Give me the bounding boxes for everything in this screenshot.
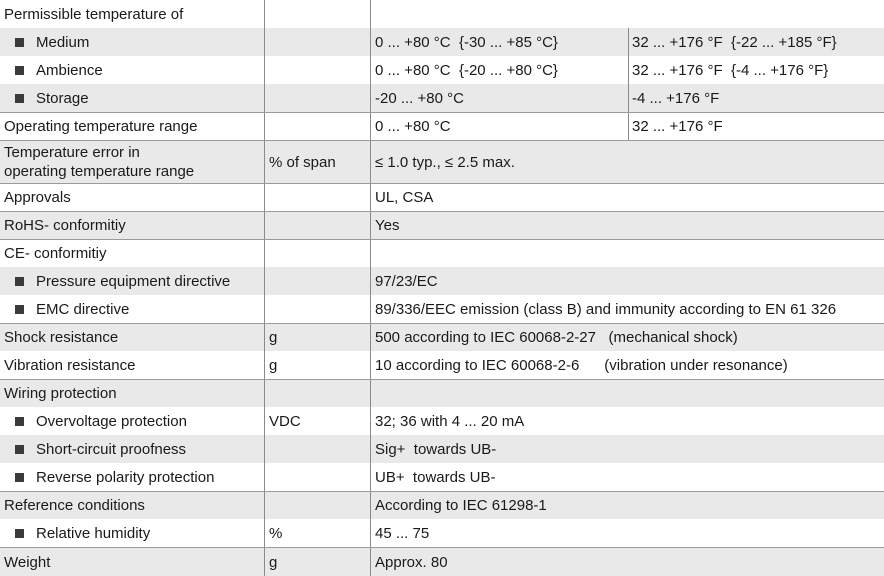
value-cell	[370, 267, 884, 295]
value-cell	[370, 84, 628, 112]
unit-cell	[264, 407, 370, 435]
param-label-cell	[0, 28, 264, 56]
value-fahrenheit-cell	[628, 113, 884, 140]
table-row	[0, 295, 884, 323]
value-text: 89/336/EEC emission (class B) and immunity according to EN 61 326	[375, 300, 837, 318]
param-label: Short-circuit proofness	[36, 440, 187, 458]
value-text: Approx. 80	[375, 553, 448, 571]
param-label-cell	[0, 141, 264, 183]
value-fahrenheit-text: 32 ... +176 °F	[632, 118, 723, 135]
unit-cell	[264, 240, 370, 267]
value-text: 0 ... +80 °C	[375, 118, 451, 135]
unit-cell	[264, 492, 370, 519]
param-label: Shock resistance	[4, 329, 119, 346]
value-text: 97/23/EC	[375, 272, 438, 290]
param-label-cell	[0, 113, 264, 140]
value-cell	[370, 28, 628, 56]
value-text: 500 according to IEC 60068-2-27 (mechanical shock)	[375, 329, 738, 346]
param-label-cell	[0, 56, 264, 84]
value-cell	[370, 407, 884, 435]
table-row	[0, 267, 884, 295]
param-label: Overvoltage protection	[36, 412, 187, 430]
value-text: Yes	[375, 217, 400, 234]
table-row	[0, 463, 884, 491]
unit-cell	[264, 267, 370, 295]
unit-cell	[264, 435, 370, 463]
unit-cell	[264, 28, 370, 56]
param-label-cell	[0, 184, 264, 211]
value-cell	[370, 295, 884, 323]
unit-cell	[264, 113, 370, 140]
param-label-cell	[0, 324, 264, 351]
value-cell	[370, 324, 884, 351]
param-label: Reference conditions	[4, 497, 145, 514]
unit-cell	[264, 184, 370, 211]
table-row	[0, 183, 884, 211]
square-bullet-icon	[15, 473, 24, 482]
value-text: According to IEC 61298-1	[375, 497, 547, 514]
param-label: Ambience	[36, 61, 103, 79]
square-bullet-icon	[15, 445, 24, 454]
param-label-cell	[0, 407, 264, 435]
param-label: Approvals	[4, 189, 71, 206]
param-label-cell	[0, 240, 264, 267]
value-text: ≤ 1.0 typ., ≤ 2.5 max.	[375, 153, 515, 171]
param-label: Operating temperature range	[4, 118, 198, 135]
param-label-cell	[0, 84, 264, 112]
value-text: -20 ... +80 °C	[375, 89, 464, 107]
table-row	[0, 140, 884, 183]
value-cell	[370, 212, 884, 239]
unit-cell	[264, 519, 370, 547]
param-label-cell	[0, 212, 264, 239]
unit-cell	[264, 295, 370, 323]
unit-cell	[264, 548, 370, 576]
param-label: Vibration resistance	[4, 356, 136, 374]
table-row	[0, 211, 884, 239]
unit-cell	[264, 0, 370, 28]
param-label-cell	[0, 435, 264, 463]
unit-text: g	[269, 329, 278, 346]
table-row	[0, 547, 884, 576]
param-label-cell	[0, 0, 264, 28]
value-fahrenheit-cell	[628, 56, 884, 84]
param-label: Reverse polarity protection	[36, 468, 215, 486]
param-label: RoHS- conformitiy	[4, 217, 126, 234]
param-label: Relative humidity	[36, 524, 151, 542]
table-row	[0, 351, 884, 379]
param-label: Weight	[4, 553, 51, 571]
value-text: UL, CSA	[375, 189, 434, 206]
value-fahrenheit-text: -4 ... +176 °F	[632, 89, 720, 107]
value-text: 32; 36 with 4 ... 20 mA	[375, 412, 525, 430]
value-text: UB+ towards UB-	[375, 468, 496, 486]
value-cell	[370, 492, 884, 519]
value-cell	[370, 519, 884, 547]
value-cell	[370, 141, 884, 183]
param-label: CE- conformitiy	[4, 245, 107, 262]
value-cell	[370, 548, 884, 576]
param-label-cell	[0, 295, 264, 323]
param-label: Pressure equipment directive	[36, 272, 231, 290]
param-label: Wiring protection	[4, 385, 117, 402]
square-bullet-icon	[15, 417, 24, 426]
table-row	[0, 491, 884, 519]
param-label: Medium	[36, 33, 90, 51]
param-label: EMC directive	[36, 300, 130, 318]
unit-text: % of span	[269, 153, 336, 171]
value-text: Sig+ towards UB-	[375, 440, 497, 458]
unit-text: g	[269, 356, 278, 374]
value-fahrenheit-text: 32 ... +176 °F {-22 ... +185 °F}	[632, 33, 837, 51]
value-cell	[370, 435, 884, 463]
unit-cell	[264, 84, 370, 112]
table-row	[0, 407, 884, 435]
square-bullet-icon	[15, 38, 24, 47]
value-cell	[370, 0, 884, 28]
param-label-cell	[0, 380, 264, 407]
square-bullet-icon	[15, 277, 24, 286]
value-cell	[370, 56, 628, 84]
param-label-cell	[0, 492, 264, 519]
param-label-cell	[0, 519, 264, 547]
value-cell	[370, 240, 884, 267]
table-row	[0, 519, 884, 547]
table-row	[0, 0, 884, 28]
unit-cell	[264, 141, 370, 183]
value-text: 45 ... 75	[375, 524, 430, 542]
table-row	[0, 323, 884, 351]
unit-cell	[264, 351, 370, 379]
unit-cell	[264, 56, 370, 84]
unit-cell	[264, 380, 370, 407]
table-row	[0, 112, 884, 140]
unit-cell	[264, 212, 370, 239]
square-bullet-icon	[15, 66, 24, 75]
square-bullet-icon	[15, 529, 24, 538]
value-fahrenheit-text: 32 ... +176 °F {-4 ... +176 °F}	[632, 61, 829, 79]
square-bullet-icon	[15, 305, 24, 314]
value-cell	[370, 463, 884, 491]
unit-text: %	[269, 524, 283, 542]
value-text: 0 ... +80 °C {-20 ... +80 °C}	[375, 61, 558, 79]
value-cell	[370, 380, 884, 407]
table-row	[0, 28, 884, 56]
param-label: Storage	[36, 89, 89, 107]
value-cell	[370, 351, 884, 379]
table-row	[0, 239, 884, 267]
param-label: Permissible temperature of	[4, 5, 184, 23]
table-row	[0, 435, 884, 463]
value-fahrenheit-cell	[628, 28, 884, 56]
param-label-cell	[0, 267, 264, 295]
value-cell	[370, 184, 884, 211]
unit-cell	[264, 324, 370, 351]
unit-text: VDC	[269, 412, 301, 430]
unit-text: g	[269, 553, 278, 571]
param-label-cell	[0, 463, 264, 491]
unit-cell	[264, 463, 370, 491]
square-bullet-icon	[15, 94, 24, 103]
table-row	[0, 379, 884, 407]
param-label-cell	[0, 548, 264, 576]
table-row	[0, 56, 884, 84]
value-text: 10 according to IEC 60068-2-6 (vibration under resonance)	[375, 356, 788, 374]
param-label: Temperature error in operating temperature range	[4, 144, 195, 180]
table-row	[0, 84, 884, 112]
param-label-cell	[0, 351, 264, 379]
value-text: 0 ... +80 °C {-30 ... +85 °C}	[375, 33, 558, 51]
value-cell	[370, 113, 628, 140]
value-fahrenheit-cell	[628, 84, 884, 112]
